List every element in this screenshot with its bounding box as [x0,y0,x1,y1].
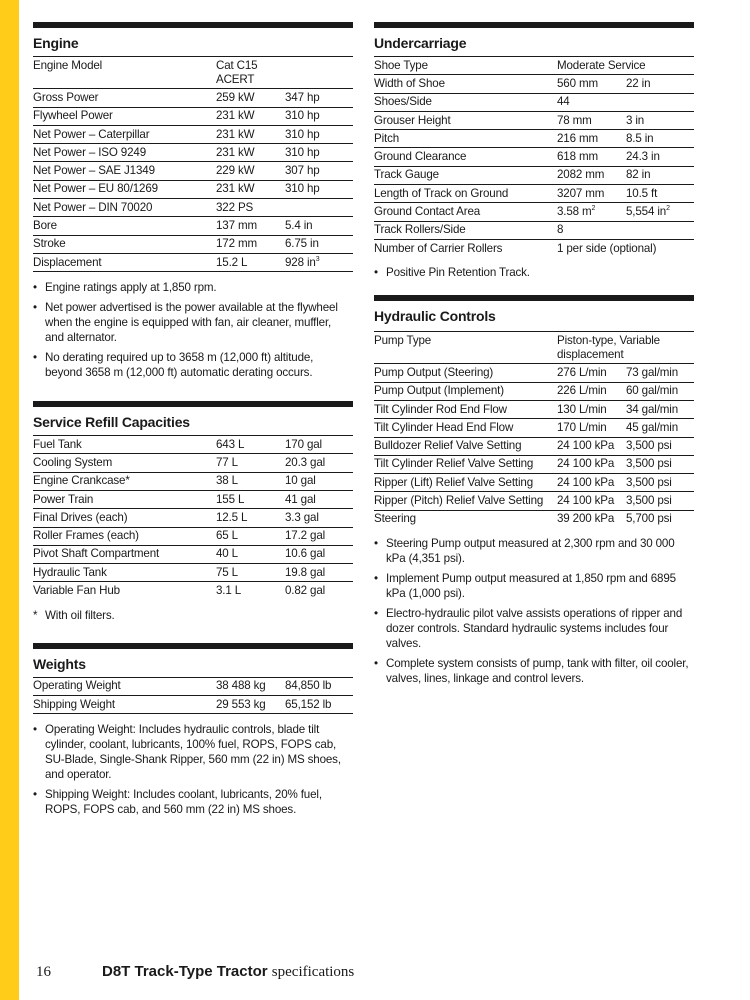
table-row [33,473,353,491]
spec-metric: 231 kW [216,182,255,196]
spec-metric: 44 [557,95,570,109]
list-item [374,536,694,566]
spec-label: Net Power – Caterpillar [33,127,150,141]
table-row [33,696,353,714]
spec-metric: 3207 mm [557,186,605,200]
spec-imperial [626,205,694,219]
spec-metric: 226 L/min [557,384,607,398]
table-row [33,56,353,89]
spec-imperial: 3 in [626,113,645,127]
spec-label: Length of Track on Ground [374,186,509,200]
table-row [374,456,694,474]
list-item [33,300,353,345]
section-header [374,295,694,329]
table-row [374,438,694,456]
table-row [33,144,353,162]
spec-imperial: 8.5 in [626,131,654,145]
table-row [33,89,353,107]
table-row [33,677,353,696]
spec-metric: 39 200 kPa [557,512,615,526]
spec-label: Ripper (Lift) Relief Valve Setting [374,475,534,489]
spec-metric: 276 L/min [557,366,607,380]
table-row [374,401,694,419]
table-row [374,383,694,401]
note-text: Steering Pump output measured at 2,300 rpm and 30 000 kPa (4,351 psi). [386,536,675,565]
hydraulic-table [374,331,694,528]
section-header [33,643,353,677]
spec-metric: Cat C15 ACERT [216,58,258,86]
spec-imperial: 20.3 gal [285,456,326,470]
list-item [33,787,353,817]
spec-metric: 2082 mm [557,168,605,182]
table-row [374,240,694,257]
spec-label: Stroke [33,237,66,251]
spec-label: Tilt Cylinder Rod End Flow [374,402,507,416]
spec-imperial: 84,850 lb [285,679,332,693]
undercarriage-table [374,56,694,257]
table-row [374,148,694,166]
table-row [33,454,353,472]
spec-metric: 12.5 L [216,510,248,524]
spec-label: Tilt Cylinder Relief Valve Setting [374,457,534,471]
spec-label: Tilt Cylinder Head End Flow [374,420,514,434]
bullet: • [374,571,378,585]
engine-notes [33,280,353,380]
section-header [374,22,694,56]
spec-metric: 216 mm [557,131,598,145]
refill-notes [33,608,353,623]
note-text: With oil filters. [45,608,115,622]
spec-imperial: 19.8 gal [285,565,326,579]
spec-metric: 8 [557,223,564,237]
spec-metric: 643 L [216,437,245,451]
spec-label: Pump Type [374,333,432,347]
engine-table [33,56,353,272]
note-text: Shipping Weight: Includes coolant, lubricants, 20% fuel, ROPS, FOPS cab, and 560 mm (22 in) MS shoes. [45,788,322,817]
spec-imperial [626,223,694,237]
table-row [33,162,353,180]
table-row [33,435,353,454]
weights-table [33,677,353,715]
table-row [33,582,353,599]
table-row [374,511,694,528]
list-item [33,280,353,295]
spec-label: Ripper (Pitch) Relief Valve Setting [374,494,544,508]
footnote [33,608,353,623]
table-row [374,167,694,185]
spec-metric: 155 L [216,492,245,506]
spec-metric: Piston-type, Variable displacement [557,333,660,361]
spec-label: Net Power – EU 80/1269 [33,182,158,196]
bullet: • [33,723,37,737]
spec-imperial [285,201,353,215]
spec-label: Operating Weight [33,679,121,693]
weights-section [33,643,353,818]
hydraulic-section [374,295,694,686]
table-row [33,491,353,509]
spec-label: Pump Output (Steering) [374,366,494,380]
spec-imperial: 347 hp [285,90,320,104]
table-row [374,75,694,93]
spec-metric: 15.2 L [216,255,248,269]
note-text: Net power advertised is the power available at the flywheel when the engine is equipped with fan, air cleaner, muffler, and alternator. [45,301,338,345]
bullet: • [374,536,378,550]
spec-label: Bulldozer Relief Valve Setting [374,439,522,453]
section-title: Hydraulic Controls [374,308,496,325]
superscript: 3 [315,255,320,263]
list-item [374,606,694,651]
spec-metric: 229 kW [216,164,255,178]
section-header [33,401,353,435]
spec-metric: 259 kW [216,90,255,104]
spec-metric: 137 mm [216,218,257,232]
page-footer [36,963,354,981]
spec-metric: 24 100 kPa [557,475,615,489]
superscript: 2 [591,205,596,213]
spec-label: Number of Carrier Rollers [374,241,503,255]
note-text: Engine ratings apply at 1,850 rpm. [45,281,217,295]
spec-label: Engine Model [33,58,103,72]
spec-metric: Moderate Service [557,58,646,72]
bullet: • [374,266,378,280]
undercarriage-section [374,22,694,280]
spec-metric: 78 mm [557,113,592,127]
table-row [374,419,694,437]
table-row [374,185,694,203]
spec-metric: 231 kW [216,127,255,141]
spec-metric: 77 L [216,456,238,470]
spec-imperial: 65,152 lb [285,697,332,711]
list-item [374,656,694,686]
table-row [374,94,694,112]
spec-label: Ground Clearance [374,150,467,164]
spec-label: Roller Frames (each) [33,529,139,543]
note-text: Operating Weight: Includes hydraulic controls, blade tilt cylinder, coolant, lubricants, 100% fuel, ROPS, FOPS cab, SU-Blade, Single-Shank Ripper, 560 mm (22 in) MS shoes, and operator. [45,723,341,782]
table-row [374,331,694,364]
undercarriage-notes [374,265,694,280]
spec-metric: 24 100 kPa [557,457,615,471]
bullet: • [33,788,37,802]
list-item [374,265,694,280]
spec-imperial: 3.3 gal [285,510,319,524]
section-title: Service Refill Capacities [33,414,190,431]
spec-imperial: 310 hp [285,127,320,141]
table-row [33,254,353,272]
right-column [374,22,694,700]
spec-imperial [285,59,353,87]
spec-metric: 40 L [216,547,238,561]
spec-metric: 29 553 kg [216,697,266,711]
bullet: • [33,351,37,365]
spec-metric: 170 L/min [557,420,607,434]
spec-imperial [626,95,694,109]
spec-imperial: 82 in [626,168,651,182]
section-title: Weights [33,655,86,672]
spec-metric: 231 kW [216,109,255,123]
spec-metric: 75 L [216,565,238,579]
spec-label: Pump Output (Implement) [374,384,504,398]
list-item [33,722,353,782]
table-row [33,199,353,217]
document-subtitle: specifications [271,964,355,980]
spec-label: Bore [33,218,57,232]
left-column [33,22,353,831]
spec-label: Net Power – SAE J1349 [33,164,155,178]
spec-label: Width of Shoe [374,76,445,90]
spec-label: Net Power – DIN 70020 [33,200,153,214]
spec-imperial-value: 5,554 in [626,204,667,218]
table-row [33,236,353,254]
table-row [33,126,353,144]
yellow-edge-band [0,0,19,1000]
spec-metric: 3.1 L [216,584,242,598]
table-row [33,509,353,527]
spec-metric: 24 100 kPa [557,494,615,508]
spec-imperial: 310 hp [285,145,320,159]
spec-imperial: 34 gal/min [626,402,678,416]
bullet: • [374,606,378,620]
bullet: • [374,656,378,670]
spec-imperial: 73 gal/min [626,366,678,380]
spec-metric: 38 L [216,474,238,488]
table-row [33,217,353,235]
spec-imperial: 3,500 psi [626,475,672,489]
spec-imperial: 24.3 in [626,150,660,164]
table-row [33,181,353,199]
spec-imperial: 6.75 in [285,237,319,251]
spec-label: Displacement [33,255,102,269]
spec-label: Fuel Tank [33,437,82,451]
note-text: Electro-hydraulic pilot valve assists operations of ripper and dozer controls. Standard hydraulic systems includes four valves. [386,606,683,650]
spec-label: Pitch [374,131,400,145]
spec-imperial: 22 in [626,76,651,90]
spec-label: Gross Power [33,90,99,104]
spec-imperial: 10.5 ft [626,186,658,200]
table-row [33,528,353,546]
list-item [374,571,694,601]
spec-imperial [285,256,353,270]
table-row [374,492,694,510]
table-row [374,364,694,382]
spec-label: Cooling System [33,456,113,470]
table-row [374,203,694,221]
list-item [33,350,353,380]
spec-imperial: 3,500 psi [626,439,672,453]
spec-label: Power Train [33,492,94,506]
bullet: • [33,301,37,315]
spec-imperial: 5.4 in [285,218,313,232]
spec-label: Steering [374,512,416,526]
table-row [374,474,694,492]
note-text: No derating required up to 3658 m (12,000 ft) altitude, beyond 3658 m (12,000 ft) automatic derating occurs. [45,351,314,380]
table-row [33,546,353,564]
section-header [33,22,353,56]
spec-imperial: 60 gal/min [626,384,678,398]
spec-label: Grouser Height [374,113,451,127]
document-title: D8T Track-Type Tractor [102,963,268,980]
hydraulic-notes [374,536,694,686]
bullet: • [33,281,37,295]
spec-imperial: 5,700 psi [626,512,672,526]
spec-imperial: 41 gal [285,492,316,506]
spec-imperial: 307 hp [285,164,320,178]
table-row [33,564,353,582]
spec-imperial: 10.6 gal [285,547,326,561]
section-title: Undercarriage [374,35,467,51]
spec-metric: 24 100 kPa [557,439,615,453]
spec-metric-value: 3.58 m [557,204,592,218]
spec-label: Shipping Weight [33,697,115,711]
superscript: 2 [666,205,670,213]
spec-label: Final Drives (each) [33,510,128,524]
spec-metric: 231 kW [216,145,255,159]
table-row [33,108,353,126]
table-row [374,112,694,130]
footnote-mark: * [33,608,38,622]
spec-metric: 560 mm [557,76,598,90]
spec-metric: 1 per side (optional) [557,241,657,255]
note-text: Complete system consists of pump, tank with filter, oil cooler, valves, lines, linkage and control levers. [386,656,689,685]
spec-imperial: 170 gal [285,437,322,451]
page-number: 16 [36,964,51,980]
spec-label: Net Power – ISO 9249 [33,145,146,159]
table-row [374,222,694,240]
spec-metric: 65 L [216,529,238,543]
spec-label: Shoe Type [374,58,428,72]
engine-section [33,22,353,380]
spec-imperial: 310 hp [285,109,320,123]
spec-label: Hydraulic Tank [33,565,107,579]
spec-metric: 322 PS [216,200,254,214]
spec-label: Engine Crankcase* [33,474,130,488]
note-text: Positive Pin Retention Track. [386,266,530,280]
section-title: Engine [33,35,79,51]
spec-imperial: 17.2 gal [285,529,326,543]
spec-imperial: 3,500 psi [626,457,672,471]
spec-label: Flywheel Power [33,109,113,123]
weights-notes [33,722,353,817]
spec-metric: 618 mm [557,150,598,164]
spec-imperial: 0.82 gal [285,584,326,598]
spec-label: Pivot Shaft Compartment [33,547,160,561]
spec-label: Track Rollers/Side [374,223,466,237]
spec-label: Shoes/Side [374,95,432,109]
table-row [374,56,694,75]
spec-metric: 38 488 kg [216,679,266,693]
refill-section [33,401,353,623]
note-text: Implement Pump output measured at 1,850 rpm and 6895 kPa (1,000 psi). [386,571,676,600]
spec-metric: 130 L/min [557,402,607,416]
table-row [374,130,694,148]
spec-metric: 172 mm [216,237,257,251]
spec-label: Track Gauge [374,168,439,182]
spec-imperial: 10 gal [285,474,316,488]
spec-imperial-value: 928 in [285,255,316,269]
spec-label: Variable Fan Hub [33,584,120,598]
refill-table [33,435,353,600]
spec-imperial: 45 gal/min [626,420,678,434]
spec-metric [557,205,626,219]
spec-imperial: 3,500 psi [626,494,672,508]
spec-imperial: 310 hp [285,182,320,196]
spec-label: Ground Contact Area [374,204,481,218]
